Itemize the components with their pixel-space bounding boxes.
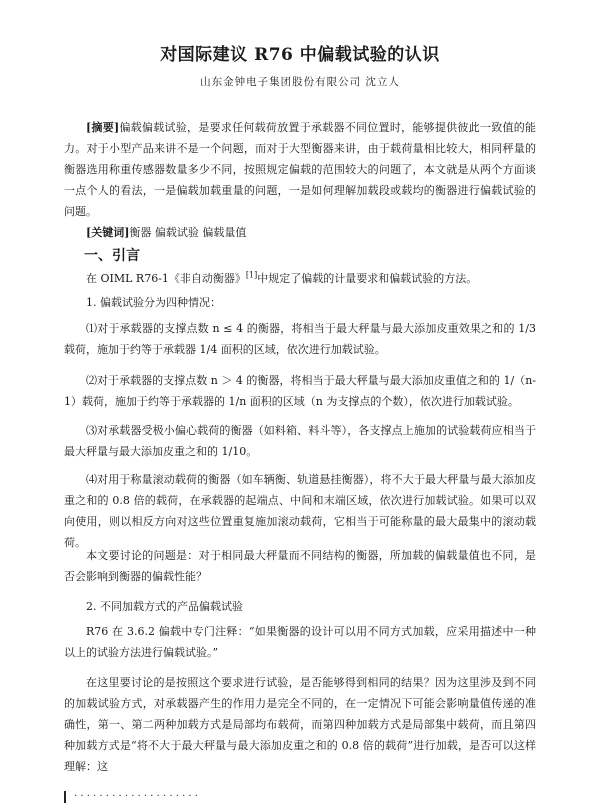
keywords-paragraph [64,222,536,243]
paragraph-oiml [64,268,536,289]
abstract-paragraph [64,117,536,222]
paragraph-oiml-post: 中规定了偏载的计量要求和偏载试验的方法。 [257,272,478,285]
section-heading-intro: 一、引言 [84,248,140,264]
keywords-text: 衡器 偏载试验 偏载量值 [129,226,247,239]
footer-rule [64,791,66,803]
paragraph-oiml-pre: 在 OIML R76-1《非自动衡器》 [86,272,246,285]
paragraph-case-4: ⑷对用于称量滚动载荷的衡器（如车辆衡、轨道悬挂衡器），将不大于最大秤量与最大添加皮重之和的 0.8 倍的载荷，在承载器的起端点、中间和末端区域，依次进行加载试验。如果可以双向使用，则以相反方向对这些位置重复施加滚动载荷，它相当于可能称量的最大最集中的滚动载荷。 [64,473,536,549]
keywords-label: [关键词] [86,226,130,239]
page-title: 对国际建议 R76 中偏载试验的认识 [160,45,440,65]
paragraph-case-2: ⑵对于承载器的支撑点数 n ＞ 4 的衡器，将相当于最大秤量与最大添加皮重值之和的 1/（n-1）载荷，施加于约等于承载器的 1/n 面积的区域（n 为支撑点的个数），依次进行加载试验。 [64,374,536,408]
reference-marker: [1] [245,270,258,280]
paragraph-section-2: 2. 不同加载方式的产品偏载试验 [86,600,243,613]
paragraph-four-cases: 1. 偏载试验分为四种情况： [86,296,221,309]
page-footer-fragment [64,790,536,804]
abstract-text: 偏载偏载试验，是要求任何载荷放置于承载器不同位置时，能够提供彼此一致值的能力。对于小型产品来讲不是一个问题，而对于大型衡器来讲，由于载荷量相比较大，相同秤量的衡器选用称重传感器数量多少不同，按照规定偏载的范围较大的问题了，本文就是从两个方面谈一点个人的看法，一是偏载加载重量的问题，一是如何理解加载段或载均的衡器进行偏载试验的问题。 [64,121,536,218]
author-line: 山东金钟电子集团股份有限公司 沈立人 [200,76,400,88]
paragraph-case-1: ⑴对于承载器的支撑点数 n ≤ 4 的衡器，将相当于最大秤量与最大添加皮重效果之和的 1/3 载荷，施加于约等于承载器 1/4 面积的区域，依次进行加载试验。 [64,322,536,356]
paragraph-question: 本文要讨论的问题是：对于相同最大秤量而不同结构的衡器，所加载的偏载量值也不同，是否会影响到衡器的偏载性能？ [64,549,536,583]
abstract-label: [摘要] [86,121,120,134]
paragraph-discussion: 在这里要讨论的是按照这个要求进行试验，是否能够得到相同的结果？因为这里涉及到不同的加载试验方式，对承载器产生的作用力是完全不同的，在一定情况下可能会影响量值传递的准确性，第一、第二两种加载方式是局部均布载荷，而第四种加载方式是局部集中载荷，而且第四种加载方式是“将不大于最大秤量与最大添加皮重之和的 0.8 倍的载荷”进行加载，是否可以这样理解：这 [64,676,536,773]
paragraph-case-3: ⑶对承载器受极小偏心载荷的衡器（如料箱、料斗等），各支撑点上施加的试验载荷应相当于最大秤量与最大添加皮重之和的 1/10。 [64,424,536,458]
paragraph-r76-note: R76 在 3.6.2 偏载中专门注释：“如果衡器的设计可以用不同方式加载，应采用描述中一种以上的试验方法进行偏载试验。” [64,625,536,659]
footer-fragment-text: · · · · · · · · · · · · · · · · · · · · [74,791,198,802]
